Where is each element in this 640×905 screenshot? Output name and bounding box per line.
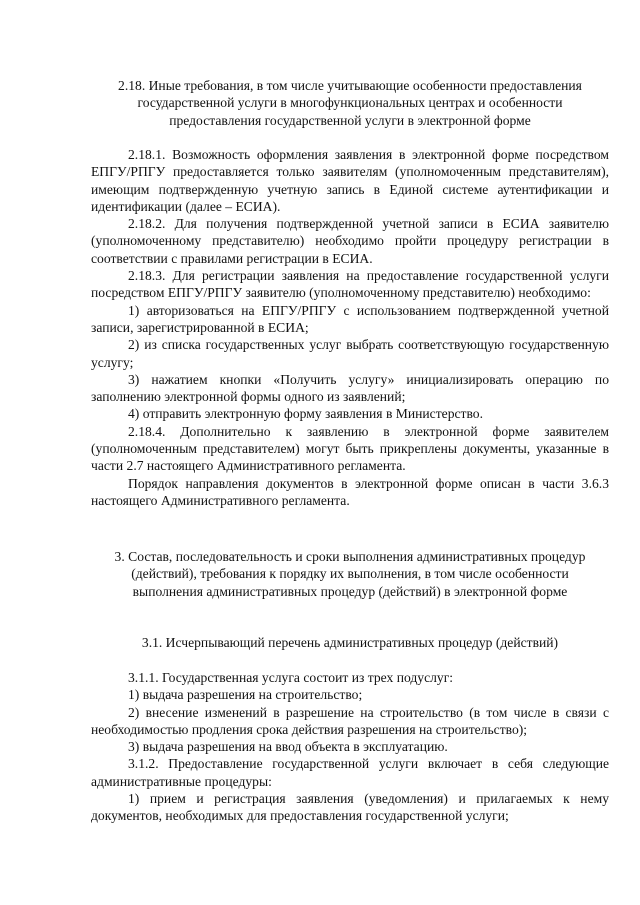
list-item: 3) выдача разрешения на ввод объекта в эксплуатацию.	[128, 739, 448, 755]
list-item: 1) авторизоваться на ЕПГУ/РПГУ с использованием подтвержденной учетной записи, зарегистрированной в ЕСИА;	[91, 302, 609, 335]
section-3-1-body	[91, 669, 609, 825]
paragraph: 2.18.4. Дополнительно к заявлению в электронной форме заявителем (уполномоченным представителем) могут быть прикреплены документы, указанные в части 2.7 настоящего Административного регламента.	[91, 423, 609, 474]
list-item: 3) нажатием кнопки «Получить услугу» инициализировать операцию по заполнению электронной формы одного из заявлений;	[91, 371, 609, 405]
paragraph: 3.1.2. Предоставление государственной услуги включает в себя следующие административные процедуры:	[91, 756, 609, 789]
paragraph: 2.18.1. Возможность оформления заявления в электронной форме посредством ЕПГУ/РПГУ предоставляется только заявителям (уполномоченным представителям), имеющим подтвержденную учетную запись в Единой системе аутентификации и идентификации (далее – ЕСИА).	[91, 147, 609, 214]
list-item: 1) выдача разрешения на строительство;	[128, 687, 363, 703]
list-item: 2) внесение изменений в разрешение на строительство (в том числе в связи с необходимостью продления срока действия разрешения на строительство);	[91, 704, 609, 737]
paragraph: 2.18.2. Для получения подтвержденной учетной записи в ЕСИА заявителю (уполномоченному представителю) необходимо пройти процедуру регистрации в соответствии с правилами регистрации в ЕСИА.	[91, 216, 609, 266]
list-item: 2) из списка государственных услуг выбрать соответствующую государственную услугу;	[91, 337, 609, 370]
list-item: 4) отправить электронную форму заявления в Министерство.	[128, 406, 483, 422]
section-heading-3-1: 3.1. Исчерпывающий перечень административных процедур (действий)	[141, 635, 559, 650]
list-item: 1) прием и регистрация заявления (уведомления) и прилагаемых к нему документов, необходимых для предоставления государственной услуги;	[91, 791, 609, 824]
paragraph: Порядок направления документов в электронной форме описан в части 3.6.3 настоящего Административного регламента.	[91, 475, 609, 508]
section-2-18-body	[91, 146, 609, 509]
section-heading-3: 3. Состав, последовательность и сроки выполнения административных процедур (действий), требования к порядку их выполнения, в том числе особенности выполнения административных процедур (действий) в электронной форме	[114, 549, 586, 599]
section-heading-2-18: 2.18. Иные требования, в том числе учитывающие особенности предоставления государственной услуги в многофункциональных центрах и особенности предоставления государственной услуги в электронной форме	[118, 78, 582, 128]
paragraph: 2.18.3. Для регистрации заявления на предоставление государственной услуги посредством ЕПГУ/РПГУ заявителю (уполномоченному представителю) необходимо:	[91, 268, 609, 301]
paragraph: 3.1.1. Государственная услуга состоит из трех подуслуг:	[128, 670, 454, 685]
